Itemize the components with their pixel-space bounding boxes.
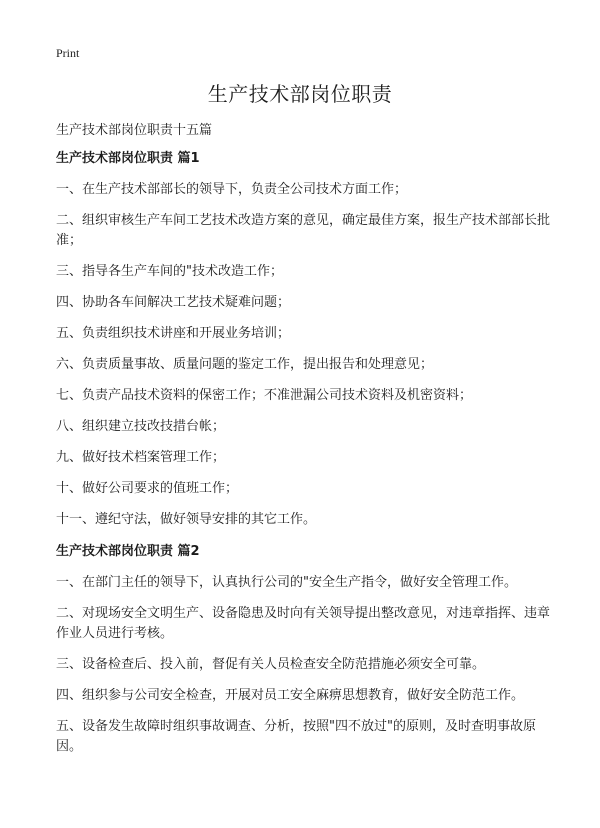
section-1-item-3: 三、指导各生产车间的"技术改造工作； xyxy=(56,264,283,279)
document-subtitle: 生产技术部岗位职责十五篇 xyxy=(56,123,213,138)
section-1-item-8: 八、组织建立技改技措台帐； xyxy=(56,419,226,434)
document-content xyxy=(56,149,554,757)
section-1-item-10: 十、做好公司要求的值班工作； xyxy=(56,481,239,496)
section-2-item-4: 四、组织参与公司安全检查，开展对员工安全麻痹思想教育，做好安全防范工作。 xyxy=(56,688,525,703)
section-1-item-1: 一、在生产技术部部长的领导下，负责全公司技术方面工作； xyxy=(56,182,408,197)
section-2-item-1: 一、在部门主任的领导下，认真执行公司的"安全生产指令，做好安全管理工作。 xyxy=(56,575,517,590)
section-2-item-3: 三、设备检查后、投入前，督促有关人员检查安全防范措施必须安全可靠。 xyxy=(56,657,486,672)
section-1-item-11: 十一、遵纪守法，做好领导安排的其它工作。 xyxy=(56,512,317,527)
section-1-item-2: 二、组织审核生产车间工艺技术改造方案的意见，确定最佳方案，报生产技术部部长批准； xyxy=(56,213,551,248)
print-label[interactable]: Print xyxy=(56,46,80,60)
section-1-item-9: 九、做好技术档案管理工作； xyxy=(56,450,226,465)
section-1-item-5: 五、负责组织技术讲座和开展业务培训； xyxy=(56,326,291,341)
section-heading-1: 生产技术部岗位职责 篇1 xyxy=(56,151,200,166)
document-title: 生产技术部岗位职责 xyxy=(207,82,393,106)
section-heading-2: 生产技术部岗位职责 篇2 xyxy=(56,544,200,559)
section-1-item-4: 四、协助各车间解决工艺技术疑难问题； xyxy=(56,295,291,310)
section-1-item-6: 六、负责质量事故、质量问题的鉴定工作，提出报告和处理意见； xyxy=(56,357,434,372)
section-2-item-5: 五、设备发生故障时组织事故调查、分析，按照"四不放过"的原则，及时查明事故原因。 xyxy=(56,719,536,754)
section-2-item-2: 二、对现场安全文明生产、设备隐患及时向有关领导提出整改意见，对违章指挥、违章作业人员进行考核。 xyxy=(56,606,551,641)
section-1-item-7: 七、负责产品技术资料的保密工作；不准泄漏公司技术资料及机密资料； xyxy=(56,388,473,403)
